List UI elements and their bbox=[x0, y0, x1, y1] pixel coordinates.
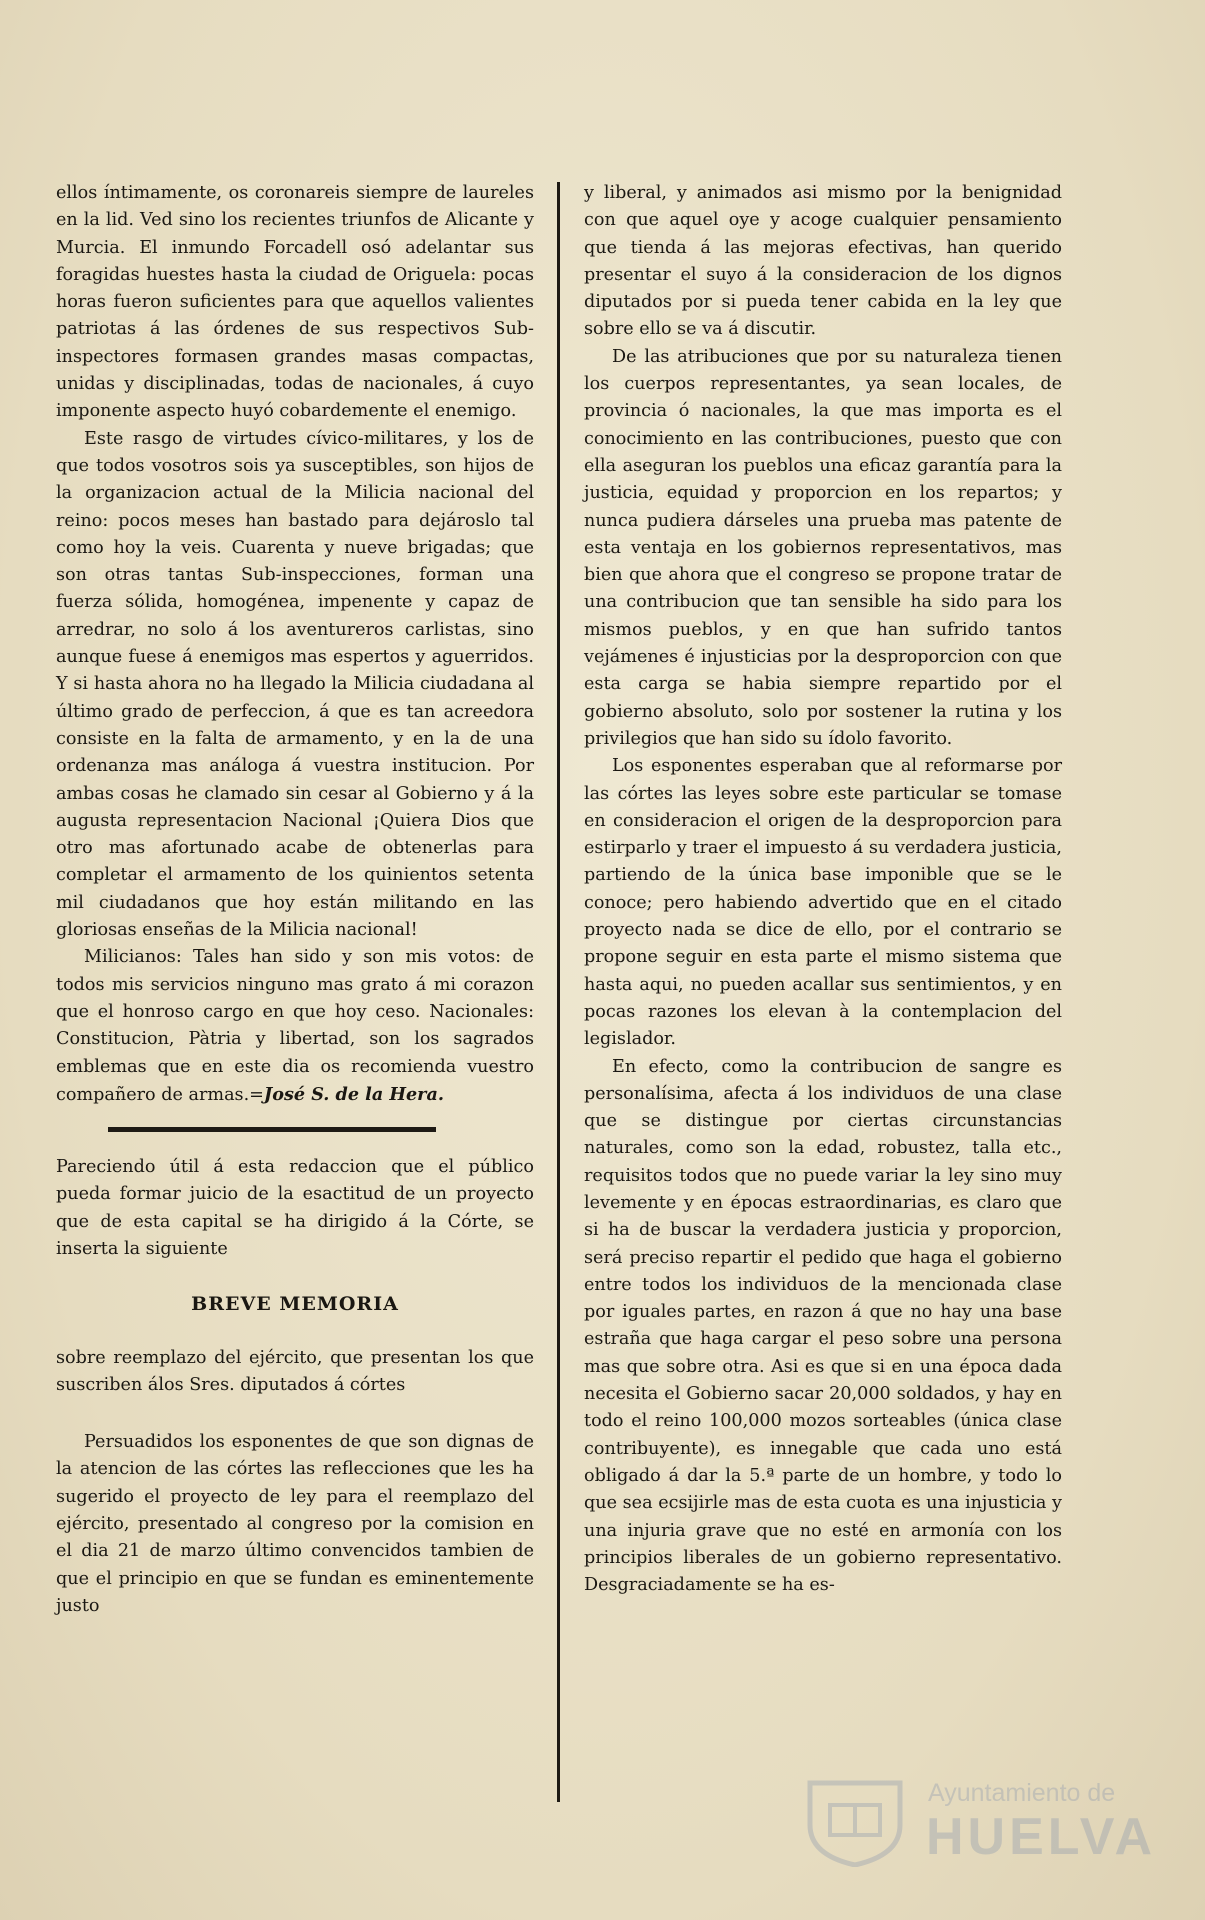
column-divider bbox=[557, 182, 560, 1802]
watermark bbox=[800, 1775, 1157, 1870]
left-paragraph-1: ellos íntimamente, os coronareis siempre de laureles en la lid. Ved sino los recientes triunfos de Alicante y Murcia. El inmundo Forcadell osó adelantar sus foragidas huestes hasta la ciudad de Origuela: pocas horas fueron suficientes para que aquellos valientes patriotas á las órdenes de sus respectivos Sub-inspectores formasen grandes masas compactas, unidas y disciplinadas, todas de nacionales, á cuyo imponente aspecto huyó cobardemente el enemigo. bbox=[56, 183, 534, 422]
left-column bbox=[56, 180, 534, 1620]
left-paragraph-4: Pareciendo útil á esta redaccion que el público pueda formar juicio de la esactitud de un proyecto que de esta capital se ha dirigido á la Córte, se inserta la siguiente bbox=[56, 1157, 534, 1259]
right-paragraph-1: y liberal, y animados asi mismo por la benignidad con que aquel oye y acoge cualquier pensamiento que tienda á las mejoras efectivas, han querido presentar el suyo á la consideracion de los dignos diputados por si pueda tener cabida en la ley que sobre ello se va á discutir. bbox=[584, 183, 1062, 340]
right-paragraph-2: De las atribuciones que por su naturaleza tienen los cuerpos representantes, ya sean locales, de provincia ó nacionales, la que mas importa es el conocimiento en las contribuciones, puesto que con ella aseguran los pueblos una eficaz garantía para la justicia, equidad y proporcion en los repartos; y nunca pudiera dárseles una prueba mas patente de esta ventaja en los gobiernos representativos, mas bien que ahora que el congreso se propone tratar de una contribucion que tan sensible ha sido para los mismos pueblos, y en que han sufrido tantos vejámenes é injusticias por la desproporcion con que esta carga se habia siempre repartido por el gobierno absoluto, solo por sostener la rutina y los privilegios que han sido su ídolo favorito. bbox=[584, 346, 1062, 749]
left-paragraph-5: Persuadidos los esponentes de que son dignas de la atencion de las córtes las reflecciones que les ha sugerido el proyecto de ley para el reemplazo del ejército, presentado al congreso por la comision en el dia 21 de marzo último convencidos tambien de que el principio en que se fundan es eminentemente justo bbox=[56, 1432, 534, 1616]
signature: José S. de la Hera. bbox=[263, 1083, 444, 1105]
shield-icon bbox=[800, 1775, 910, 1867]
left-paragraph-3 bbox=[56, 944, 534, 1109]
right-column bbox=[584, 180, 1062, 1599]
watermark-line-1: Ayuntamiento de bbox=[928, 1779, 1116, 1807]
horizontal-rule bbox=[108, 1127, 436, 1132]
left-paragraph-3-text: Milicianos: Tales han sido y son mis votos: de todos mis servicios ninguno mas grato á mi corazon que el honroso cargo en que hoy ceso. Nacionales: Constitucion, Pàtria y libertad, son los sagrados emblemas que en este dia os recomienda vuestro compañero de armas.= bbox=[56, 947, 534, 1105]
watermark-line-2: HUELVA bbox=[926, 1808, 1157, 1866]
memoria-subtitle: sobre reemplazo del ejército, que presentan los que suscriben álos Sres. diputados á córtes bbox=[56, 1347, 534, 1395]
right-paragraph-4: En efecto, como la contribucion de sangre es personalísima, afecta á los individuos de una clase que se distingue por ciertas circunstancias naturales, como son la edad, robustez, talla etc., requisitos todos que no puede variar la ley sino muy levemente y en épocas estraordinarias, es claro que si ha de buscar la verdadera justicia y proporcion, será preciso repartir el pedido que haga el gobierno entre todos los individuos de la mencionada clase por iguales partes, en razon á que no hay una base estraña que haga cargar el peso sobre una persona mas que sobre otra. Asi es que si en una época dada necesita el Gobierno sacar 20,000 soldados, y hay en todo el reino 100,000 mozos sorteables (única clase contribuyente), es innegable que cada uno está obligado á dar la 5.ª parte de un hombre, y todo lo que sea ecsijirle mas de esta cuota es una injusticia y una injuria grave que no esté en armonía con los principios liberales de un gobierno representativo. Desgraciadamente se ha es- bbox=[584, 1056, 1062, 1596]
left-paragraph-2: Este rasgo de virtudes cívico-militares, y los de que todos vosotros sois ya susceptibles, son hijos de la organizacion actual de la Milicia nacional del reino: pocos meses han bastado para dejároslo tal como hoy la veis. Cuarenta y nueve brigadas; que son otras tantas Sub-inspecciones, forman una fuerza sólida, homogénea, impenente y capaz de arredrar, no solo á los aventureros carlistas, sino aunque fuese á enemigos mas espertos y aguerridos. Y si hasta ahora no ha llegado la Milicia ciudadana al último grado de perfeccion, á que es tan acreedora consiste en la falta de armamento, y en la de una ordenanza mas análoga á vuestra institucion. Por ambas cosas he clamado sin cesar al Gobierno y á la augusta representacion Nacional ¡Quiera Dios que otro mas afortunado acabe de obtenerlas para completar el armamento de los quinientos setenta mil ciudadanos que hoy están militando en las gloriosas enseñas de la Milicia nacional! bbox=[56, 428, 534, 941]
memoria-title: BREVE MEMORIA bbox=[191, 1293, 399, 1316]
right-paragraph-3: Los esponentes esperaban que al reformarse por las córtes las leyes sobre este particular se tomase en consideracion el origen de la desproporcion para estirparlo y traer el impuesto á su verdadera justicia, partiendo de la única base imponible que se le conoce; pero habiendo advertido que en el citado proyecto nada se dice de ello, por el contrario se propone seguir en esta parte el mismo sistema que hasta aqui, no pueden acallar sus sentimientos, y en pocas razones los elevan à la contemplacion del legislador. bbox=[584, 756, 1062, 1050]
